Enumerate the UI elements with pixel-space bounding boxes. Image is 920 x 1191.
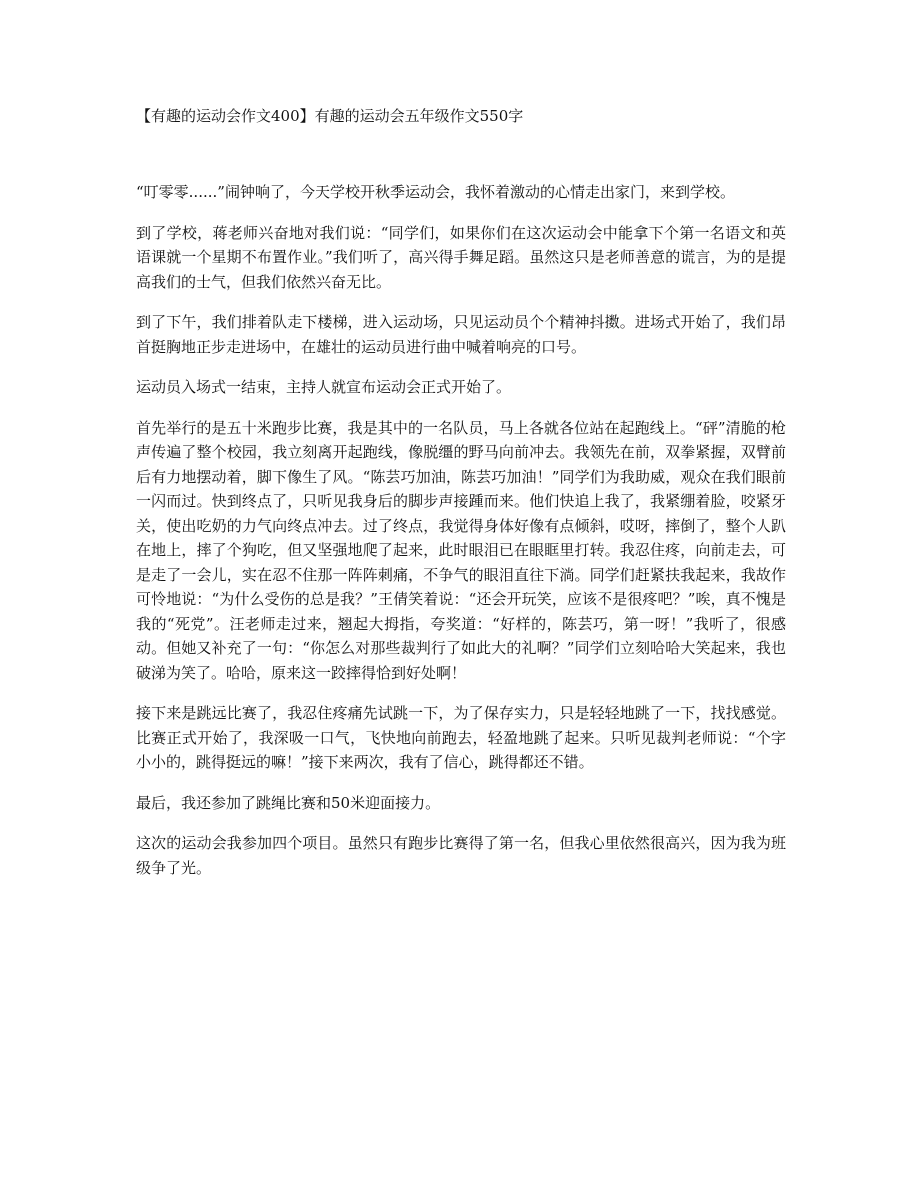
paragraph-2: 到了学校，蒋老师兴奋地对我们说：“同学们，如果你们在这次运动会中能拿下个第一名语文和英语课就一个星期不布置作业。”我们听了，高兴得手舞足蹈。虽然这只是老师善意的谎言，为的是提高我们的士气，但我们依然兴奋无比。 (136, 223, 786, 291)
paragraph-5: 首先举行的是五十米跑步比赛，我是其中的一名队员，马上各就各位站在起跑线上。“砰”清脆的枪声传遍了整个校园，我立刻离开起跑线，像脱缰的野马向前冲去。我领先在前，双拳紧握，双臂前后有力地摆动着，脚下像生了风。“陈芸巧加油，陈芸巧加油！”同学们为我助威，观众在我们眼前一闪而过。快到终点了，只听见我身后的脚步声接踵而来。他们快追上我了，我紧绷着脸，咬紧牙关，使出吃奶的力气向终点冲去。过了终点，我觉得身体好像有点倾斜，哎呀，摔倒了，整个人趴在地上，摔了个狗吃，但又坚强地爬了起来，此时眼泪已在眼眶里打转。我忍住疼，向前走去，可是走了一会儿，实在忍不住那一阵阵刺痛，不争气的眼泪直往下淌。同学们赶紧扶我起来，我故作可怜地说：“为什么受伤的总是我？”王倩笑着说：“还会开玩笑，应该不是很疼吧？”唉，真不愧是我的“死党”。汪老师走过来，翘起大拇指，夸奖道：“好样的，陈芸巧，第一呀！”我听了，很感动。但她又补充了一句：“你怎么对那些裁判行了如此大的礼啊？”同学们立刻哈哈大笑起来，我也破涕为笑了。哈哈，原来这一跤摔得恰到好处啊！ (136, 418, 786, 682)
paragraph-4: 运动员入场式一结束，主持人就宣布运动会正式开始了。 (136, 378, 512, 396)
paragraph-7: 最后，我还参加了跳绳比赛和50米迎面接力。 (136, 793, 441, 812)
paragraph-8: 这次的运动会我参加四个项目。虽然只有跑步比赛得了第一名，但我心里依然很高兴，因为我为班级争了光。 (136, 834, 786, 877)
document-title: 【有趣的运动会作文400】有趣的运动会五年级作文550字 (136, 107, 524, 125)
document-body (136, 180, 786, 896)
paragraph-3: 到了下午，我们排着队走下楼梯，进入运动场，只见运动员个个精神抖擞。进场式开始了，我们昂首挺胸地正步走进场中，在雄壮的运动员进行曲中喊着响亮的口号。 (136, 313, 786, 356)
paragraph-1: “叮零零......”闹钟响了，今天学校开秋季运动会，我怀着激动的心情走出家门，来到学校。 (136, 183, 735, 201)
paragraph-6: 接下来是跳远比赛了，我忍住疼痛先试跳一下，为了保存实力，只是轻轻地跳了一下，找找感觉。比赛正式开始了，我深吸一口气，飞快地向前跑去，轻盈地跳了起来。只听见裁判老师说：“个字小小的，跳得挺远的嘛！”接下来两次，我有了信心，跳得都还不错。 (136, 704, 786, 771)
